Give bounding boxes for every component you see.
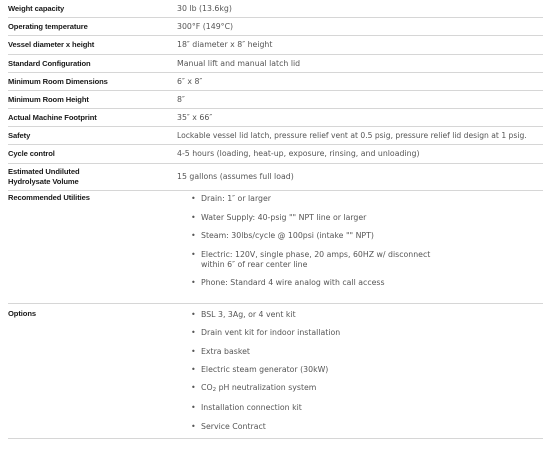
bullet-icon: • [191, 403, 196, 413]
bullet-icon: • [191, 278, 196, 287]
bullet-icon: • [191, 383, 196, 393]
list-item-text: Installation connection kit [201, 403, 302, 413]
list-item [191, 194, 543, 204]
spec-value: 35″ x 66″ [177, 113, 213, 122]
co2-text: CO [201, 383, 213, 393]
spec-label: Standard Configuration [8, 59, 91, 68]
spec-label-line: Estimated Undiluted [8, 167, 80, 176]
bullet-icon: • [191, 346, 196, 356]
spec-row-operating-temperature [8, 18, 543, 36]
list-item-text: Service Contract [201, 421, 266, 431]
list-item-text: Electric steam generator (30kW) [201, 364, 329, 374]
bullet-icon: • [191, 328, 196, 338]
spec-label: Weight capacity [8, 4, 65, 13]
list-item [191, 328, 543, 338]
list-item [191, 310, 543, 320]
list-item-text: Water Supply: 40-psig "" NPT line or larger [201, 212, 367, 222]
spec-label: Options [8, 309, 36, 318]
bullet-icon: • [191, 364, 196, 374]
list-item [191, 250, 543, 270]
list-item [191, 383, 543, 395]
list-item-text-continued: within 6″ of rear center line [201, 259, 308, 269]
options-list [177, 310, 543, 432]
spec-row-machine-footprint [8, 109, 543, 127]
spec-value [177, 304, 543, 438]
list-item-text: Phone: Standard 4 wire analog with call access [201, 278, 385, 287]
spec-value: Manual lift and manual latch lid [177, 59, 301, 68]
spec-row-min-room-height [8, 91, 543, 109]
spec-value: 18″ diameter x 8″ height [177, 40, 273, 49]
list-item-text: Drain vent kit for indoor installation [201, 328, 341, 338]
spec-label: Actual Machine Footprint [8, 113, 97, 122]
spec-label: Operating temperature [8, 22, 88, 31]
spec-row-safety [8, 127, 543, 145]
co2-subscript: 2 [212, 387, 217, 394]
list-item [191, 231, 543, 241]
spec-value: 15 gallons (assumes full load) [177, 172, 294, 181]
list-item-text: Steam: 30lbs/cycle @ 100psi (intake "" NPT) [201, 231, 374, 240]
spec-value: 4-5 hours (loading, heat-up, exposure, rinsing, and unloading) [177, 149, 420, 158]
spec-row-weight-capacity [8, 0, 543, 18]
bullet-icon: • [191, 249, 196, 259]
spec-label: Recommended Utilities [8, 193, 90, 202]
spec-value [177, 191, 543, 303]
list-item [191, 213, 543, 223]
spec-row-options [8, 304, 543, 439]
bullet-icon: • [191, 231, 196, 240]
list-item-text: Extra basket [201, 346, 250, 356]
spec-value: 30 lb (13.6kg) [177, 4, 232, 13]
spec-label: Minimum Room Height [8, 95, 89, 104]
spec-label: Minimum Room Dimensions [8, 77, 108, 86]
spec-label-line: Hydrolysate Volume [8, 177, 79, 186]
list-item [191, 365, 543, 375]
spec-row-min-room-dimensions [8, 73, 543, 91]
spec-row-standard-configuration [8, 55, 543, 73]
spec-label: Vessel diameter x height [8, 40, 95, 49]
spec-label: Cycle control [8, 149, 55, 158]
spec-value: Lockable vessel lid latch, pressure relief vent at 0.5 psig, pressure relief lid design at 1 psig. [177, 131, 527, 140]
spec-table [8, 0, 543, 439]
list-item-text: Drain: 1″ or larger [201, 194, 271, 203]
spec-label: Safety [8, 131, 31, 140]
spec-value: 8″ [177, 95, 185, 104]
spec-row-recommended-utilities [8, 191, 543, 304]
list-item-text: Electric: 120V, single phase, 20 amps, 60HZ w/ disconnect [201, 249, 431, 259]
spec-row-vessel-size [8, 36, 543, 55]
utilities-list [177, 194, 543, 288]
list-item [191, 422, 543, 432]
bullet-icon: • [191, 310, 196, 319]
bullet-icon: • [191, 421, 196, 431]
list-item [191, 278, 543, 288]
spec-value: 6″ x 8″ [177, 77, 203, 86]
bullet-icon: • [191, 212, 196, 222]
spec-row-cycle-control [8, 145, 543, 164]
list-item [191, 403, 543, 413]
list-item-text: BSL 3, 3Ag, or 4 vent kit [201, 310, 296, 319]
bullet-icon: • [191, 194, 196, 203]
list-item-text: pH neutralization system [216, 383, 317, 393]
spec-label [8, 164, 177, 190]
list-item [191, 347, 543, 357]
spec-row-hydrolysate-volume [8, 164, 543, 191]
spec-value: 300°F (149°C) [177, 22, 234, 31]
